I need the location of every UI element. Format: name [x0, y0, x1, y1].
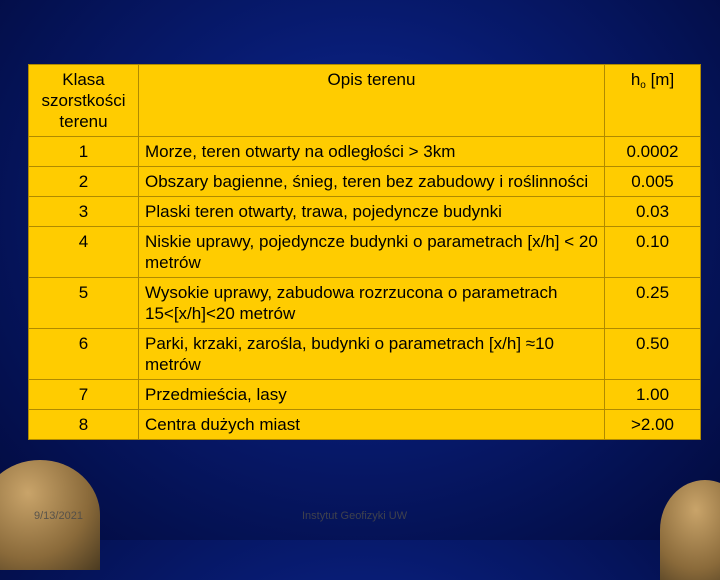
header-h0-subscript: o — [640, 80, 646, 91]
row-h0: 0.10 — [605, 227, 701, 278]
row-klasa: 4 — [29, 227, 139, 278]
row-h0: 1.00 — [605, 380, 701, 410]
row-opis: Parki, krzaki, zarośla, budynki o parametrach [x/h] ≈10 metrów — [139, 329, 605, 380]
row-opis: Plaski teren otwarty, trawa, pojedyncze budynki — [139, 197, 605, 227]
row-klasa: 1 — [29, 137, 139, 167]
row-opis: Przedmieścia, lasy — [139, 380, 605, 410]
row-opis: Obszary bagienne, śnieg, teren bez zabudowy i roślinności — [139, 167, 605, 197]
row-h0: 0.03 — [605, 197, 701, 227]
row-opis: Centra dużych miast — [139, 410, 605, 440]
row-klasa: 7 — [29, 380, 139, 410]
table-row — [29, 167, 701, 197]
row-h0: >2.00 — [605, 410, 701, 440]
row-klasa: 6 — [29, 329, 139, 380]
row-klasa: 2 — [29, 167, 139, 197]
table-row — [29, 329, 701, 380]
header-h0-unit: [m] — [645, 70, 675, 89]
table-header-row — [29, 65, 701, 137]
table-row — [29, 197, 701, 227]
table-row — [29, 380, 701, 410]
row-klasa: 8 — [29, 410, 139, 440]
header-klasa: Klasa szorstkości terenu — [29, 65, 139, 137]
row-opis: Wysokie uprawy, zabudowa rozrzucona o parametrach 15<[x/h]<20 metrów — [139, 278, 605, 329]
terrain-roughness-table — [28, 64, 701, 440]
row-h0: 0.005 — [605, 167, 701, 197]
row-h0: 0.0002 — [605, 137, 701, 167]
decorative-hill-right — [660, 480, 720, 580]
header-h0 — [605, 65, 701, 137]
table-row — [29, 227, 701, 278]
footer-date: 9/13/2021 — [34, 510, 83, 522]
header-h0-symbol: h — [630, 70, 641, 89]
table-row — [29, 137, 701, 167]
table-row — [29, 278, 701, 329]
header-opis: Opis terenu — [139, 65, 605, 137]
row-h0: 0.50 — [605, 329, 701, 380]
row-h0: 0.25 — [605, 278, 701, 329]
row-klasa: 3 — [29, 197, 139, 227]
footer-institute: Instytut Geofizyki UW — [302, 510, 408, 522]
table-row — [29, 410, 701, 440]
row-opis: Niskie uprawy, pojedyncze budynki o parametrach [x/h] < 20 metrów — [139, 227, 605, 278]
row-klasa: 5 — [29, 278, 139, 329]
row-opis: Morze, teren otwarty na odległości > 3km — [139, 137, 605, 167]
